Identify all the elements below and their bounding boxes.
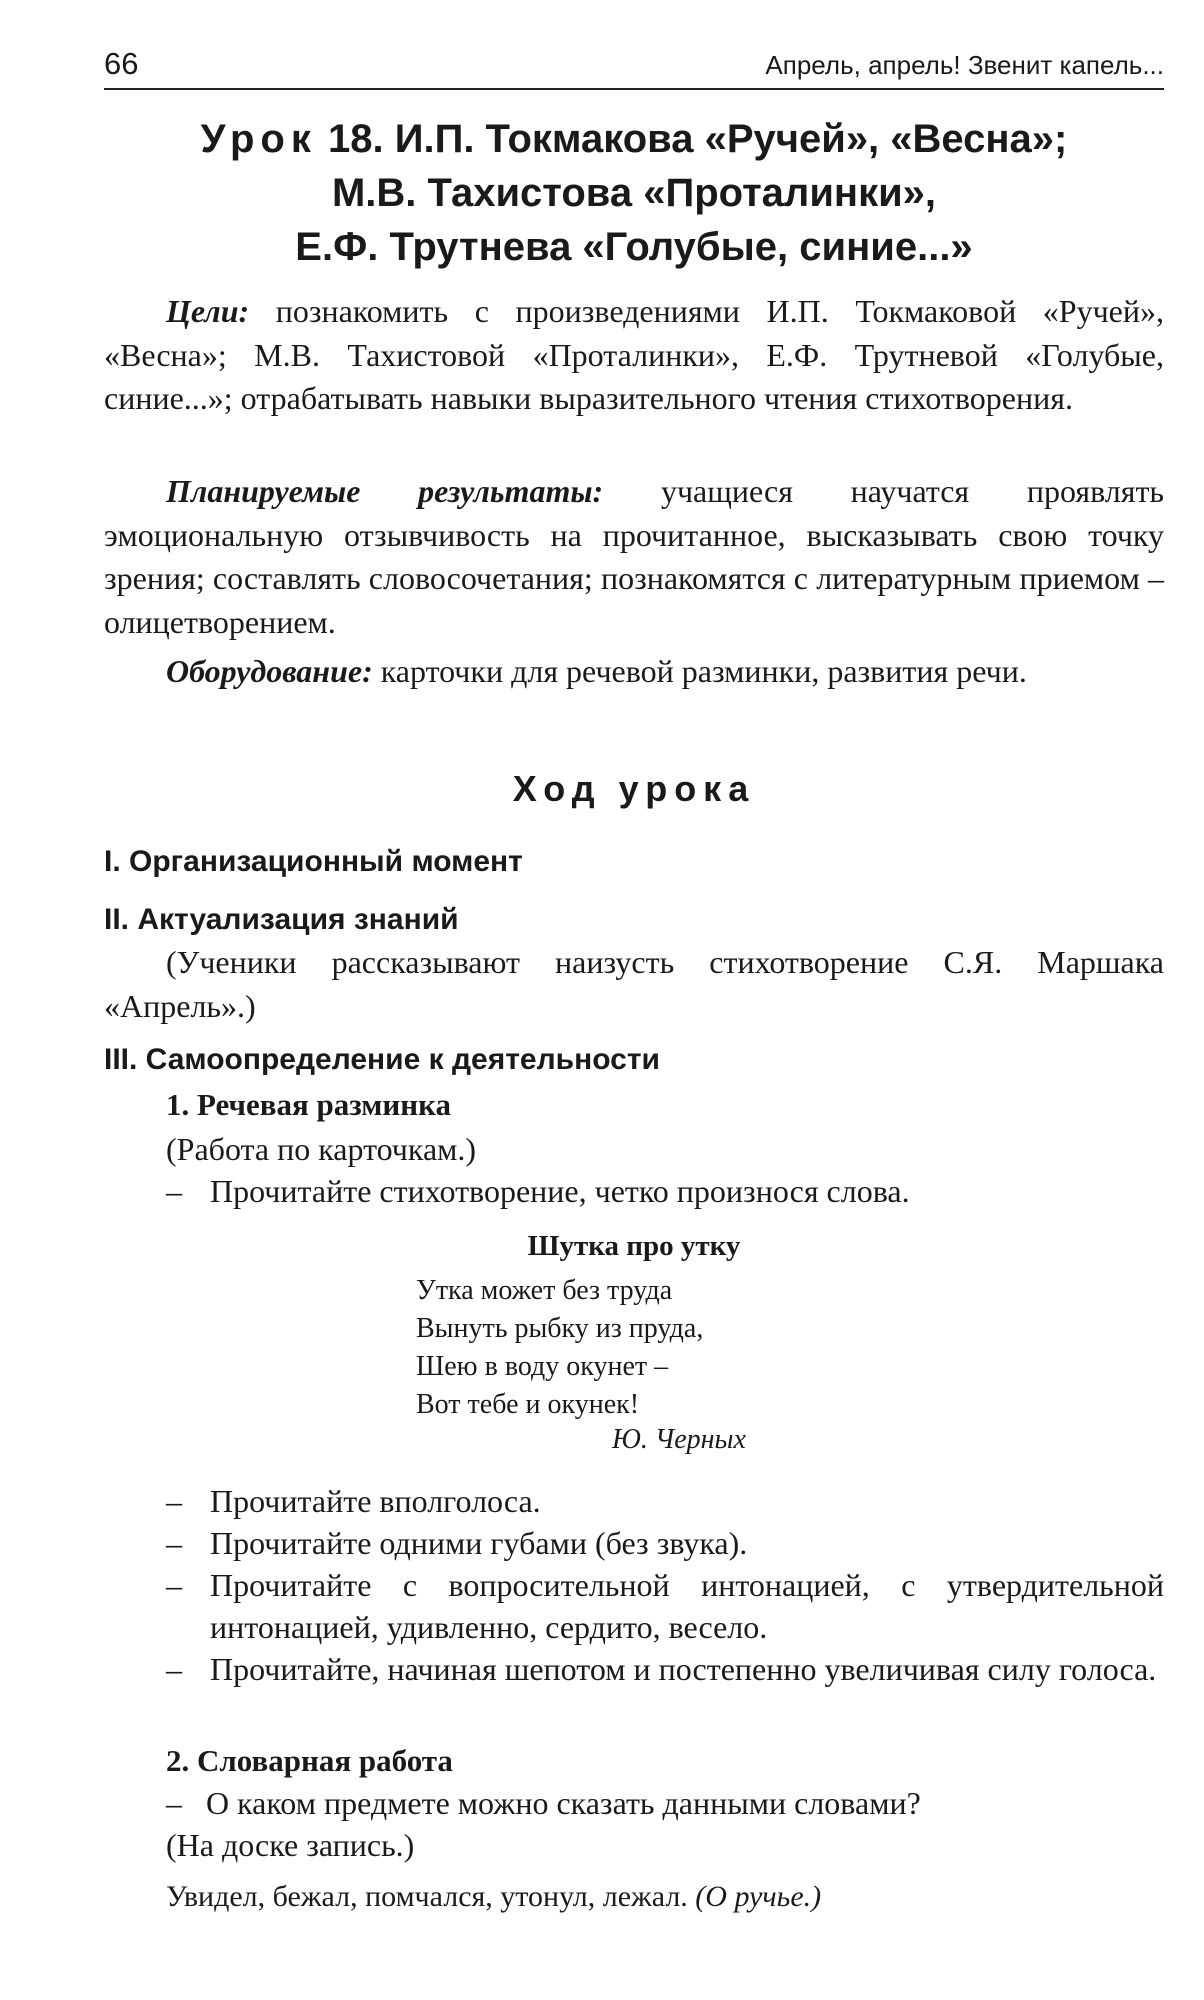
- task-item: – Прочитайте, начиная шепотом и постепенно увеличивая силу голоса.: [166, 1648, 1164, 1690]
- title-line-1: Урок 18. И.П. Токмакова «Ручей», «Весна»;: [200, 117, 1068, 161]
- poem-title: Шутка про утку: [527, 1230, 741, 1262]
- poem-author: Ю. Черных: [612, 1424, 746, 1455]
- page-header: [104, 44, 1164, 90]
- poem-line: Шею в воду окунет –: [416, 1351, 669, 1382]
- dash-mark: –: [166, 1567, 182, 1603]
- running-title: Апрель, апрель! Звенит капель...: [765, 50, 1164, 80]
- poem-body: [416, 1272, 703, 1424]
- dash-mark: –: [166, 1785, 182, 1821]
- dash-mark: –: [166, 1651, 182, 1687]
- equipment-text: карточки для речевой разминки, развития речи.: [380, 653, 1027, 689]
- goals-paragraph: [104, 290, 1164, 421]
- section-1-heading: I. Организационный момент: [104, 845, 523, 878]
- vocab-question: – О каком предмете можно сказать данными словами?: [166, 1782, 1164, 1824]
- poem-line: Вынуть рыбку из пруда,: [416, 1313, 704, 1344]
- section-2-text: (Ученики рассказывают наизусть стихотворение С.Я. Маршака «Апрель».): [104, 944, 1164, 1024]
- section-3-heading: III. Самоопределение к деятельности: [104, 1043, 660, 1076]
- results-paragraph: [104, 470, 1164, 644]
- vocab-title: 2. Словарная работа: [166, 1743, 453, 1778]
- warmup-title: 1. Речевая разминка: [166, 1087, 452, 1122]
- vocab-answer: (О ручье.): [695, 1880, 822, 1913]
- vocab-words-line: [166, 1880, 821, 1914]
- lesson-progress-heading: Ход урока: [512, 768, 756, 809]
- title-line-2: М.В. Тахистова «Проталинки»,: [331, 171, 937, 215]
- warmup-note: (Работа по карточкам.): [166, 1131, 477, 1167]
- vocab-note: (На доске запись.): [166, 1827, 415, 1863]
- dash-mark: –: [166, 1173, 182, 1209]
- results-text: учащиеся научатся проявлять эмоциональную отзывчивость на прочитанное, высказывать свою точку зрения; составлять словосочетания; познакомятся с литературным приемом – олицетворением.: [104, 473, 1165, 640]
- dash-mark: –: [166, 1483, 182, 1519]
- task-item: – Прочитайте с вопросительной интонацией, с утвердительной интонацией, удивленно, сердито, весело.: [166, 1564, 1164, 1648]
- poem-line: Утка может без труда: [416, 1275, 673, 1306]
- equipment-label: Оборудование:: [166, 653, 373, 689]
- results-label: Планируемые результаты:: [166, 473, 604, 509]
- warmup-instruction: – Прочитайте стихотворение, четко произнося слова.: [166, 1170, 1164, 1212]
- task-item: – Прочитайте вполголоса.: [166, 1480, 1164, 1522]
- vocab-words: Увидел, бежал, помчался, утонул, лежал.: [166, 1880, 688, 1913]
- goals-text: познакомить с произведениями И.П. Токмаковой «Ручей», «Весна»; М.В. Тахистовой «Проталинки», Е.Ф. Трутневой «Голубые, синие...»; отрабатывать навыки выразительного чтения стихотворения.: [104, 293, 1165, 416]
- equipment-paragraph: [104, 650, 1164, 694]
- page-number: 66: [104, 46, 139, 81]
- lesson-title: [104, 112, 1164, 274]
- poem-line: Вот тебе и окунек!: [416, 1389, 640, 1420]
- title-prefix: Урок: [200, 117, 317, 161]
- dash-mark: –: [166, 1525, 182, 1561]
- title-line-3: Е.Ф. Трутнева «Голубые, синие...»: [295, 225, 973, 269]
- task-item: – Прочитайте одними губами (без звука).: [166, 1522, 1164, 1564]
- goals-label: Цели:: [166, 293, 250, 329]
- section-2-heading: II. Актуализация знаний: [104, 903, 459, 936]
